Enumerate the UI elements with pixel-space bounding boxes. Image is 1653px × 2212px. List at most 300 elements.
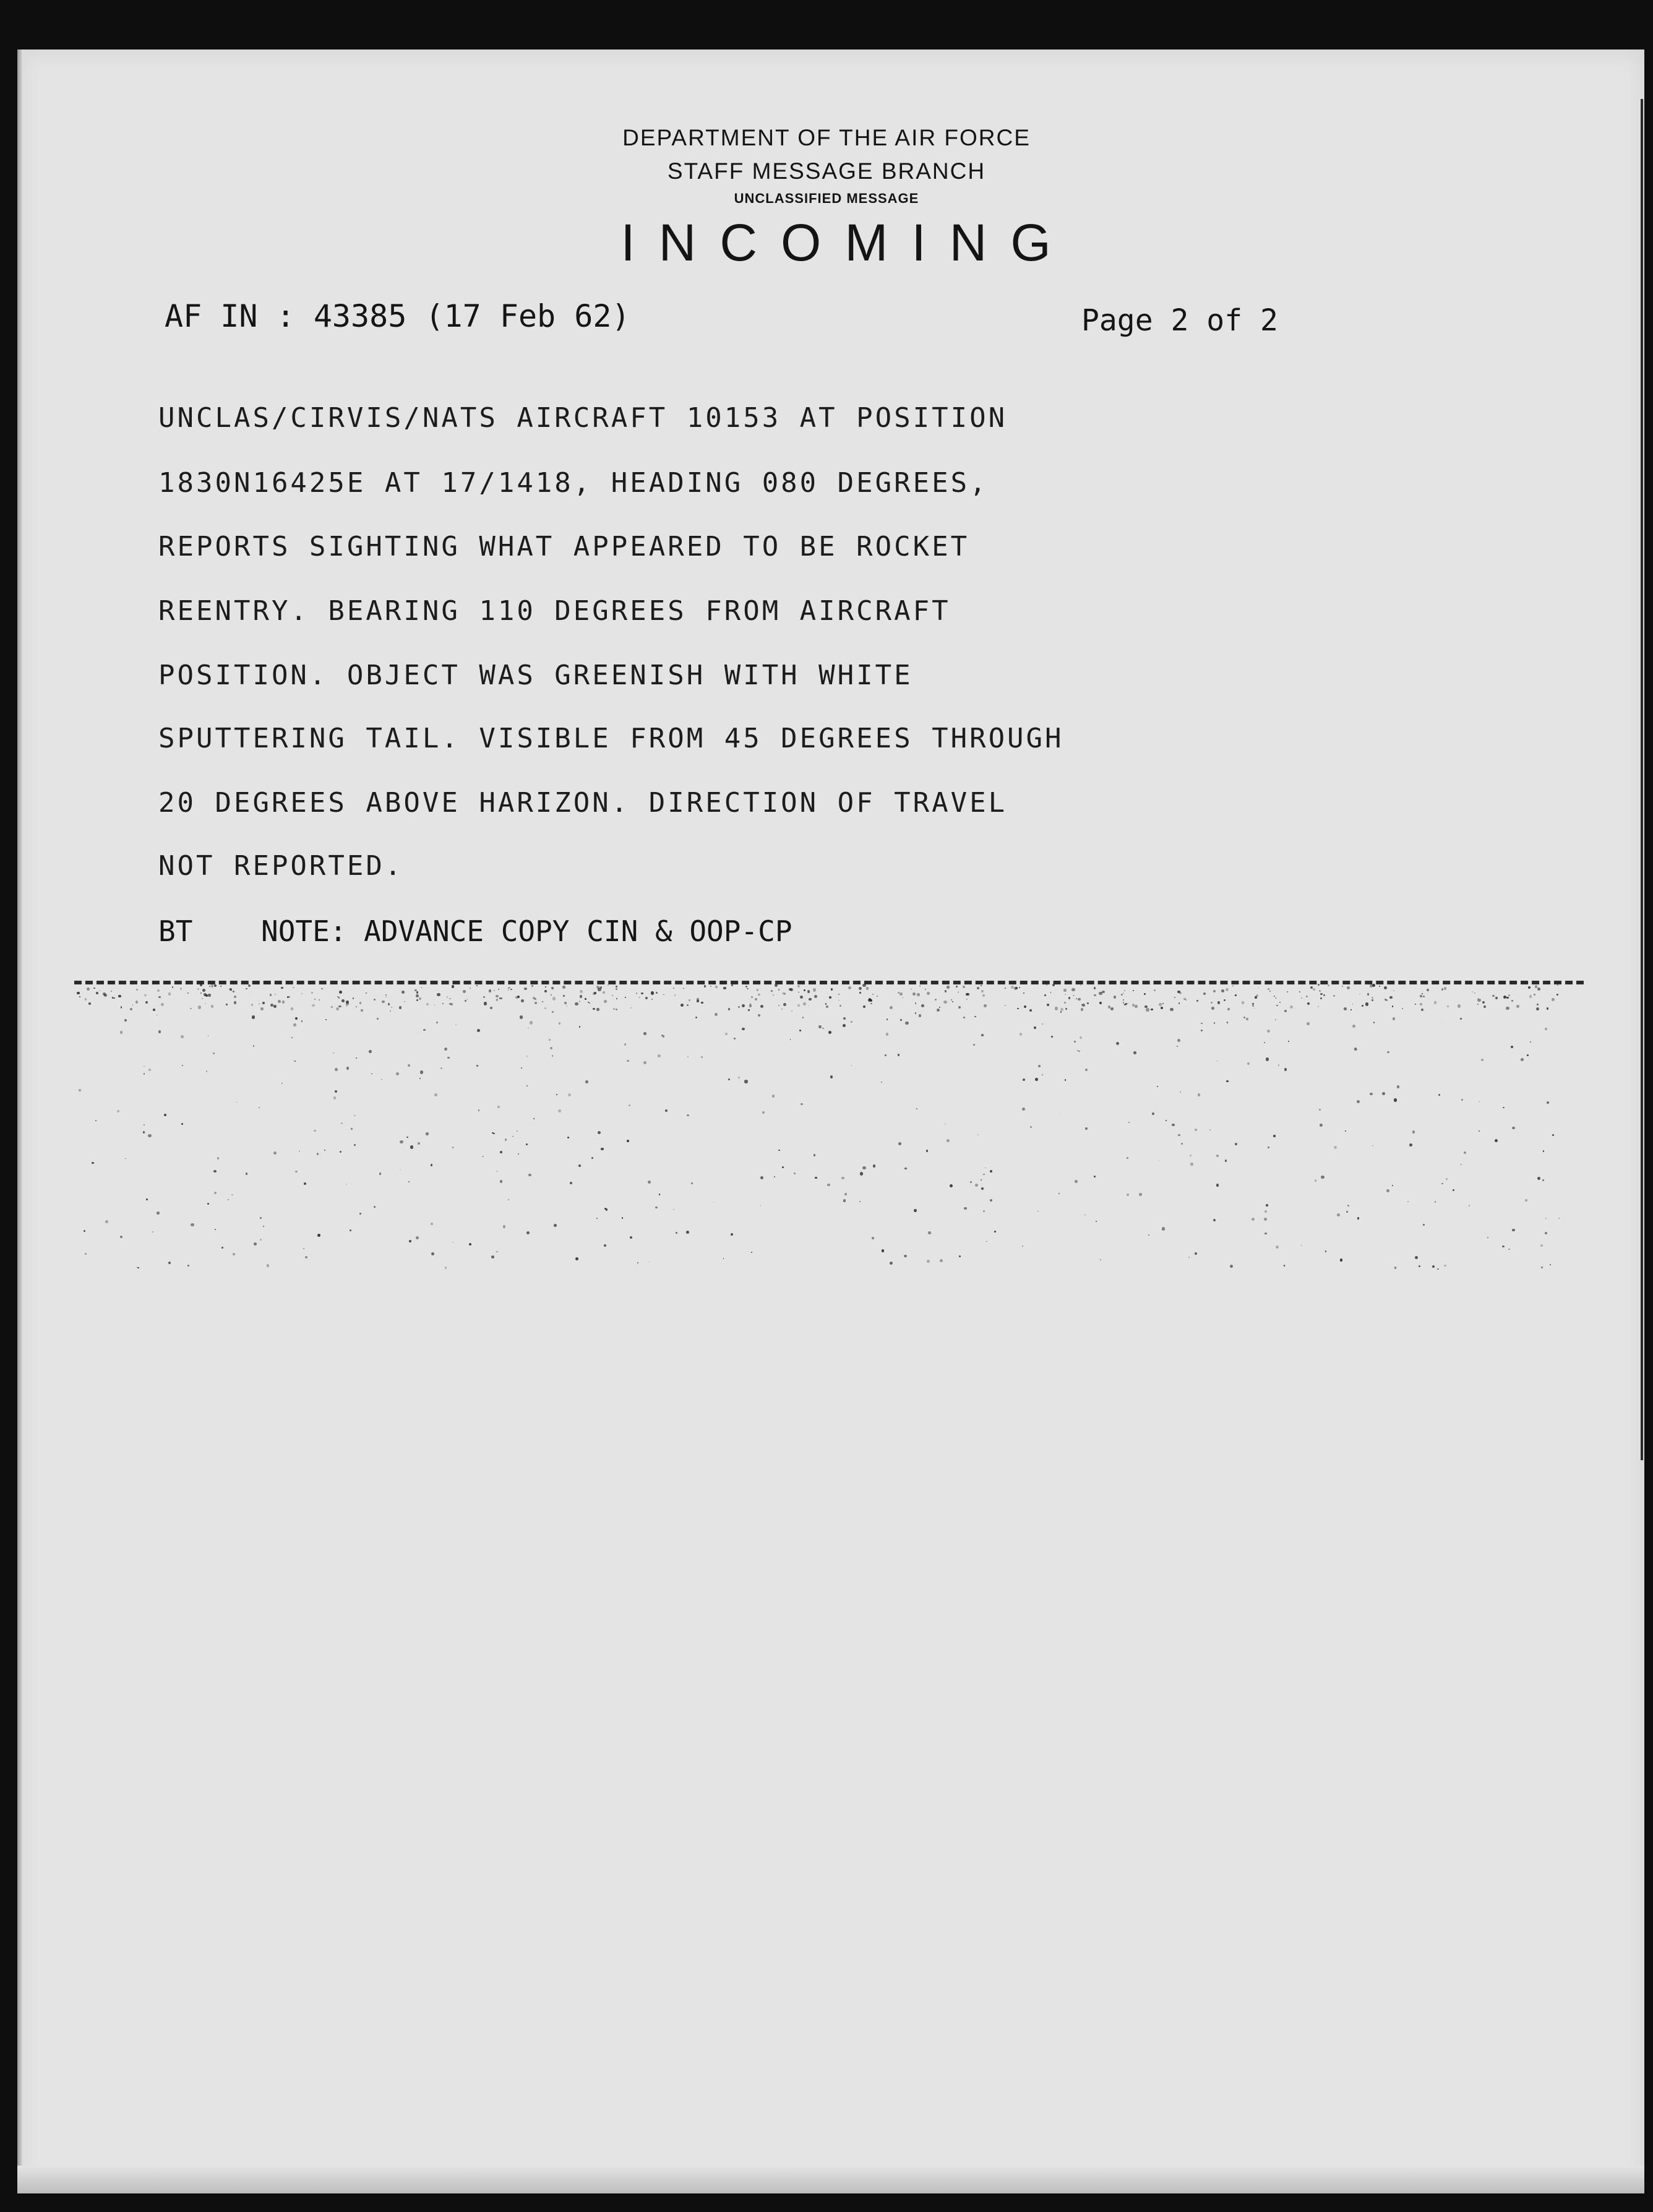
noise-speck	[797, 985, 800, 988]
noise-speck	[838, 1000, 839, 1001]
noise-speck	[651, 991, 654, 994]
noise-speck	[1023, 1078, 1025, 1081]
noise-speck	[440, 1067, 442, 1069]
noise-speck	[518, 1153, 519, 1155]
noise-speck	[526, 1143, 528, 1145]
noise-speck	[270, 1004, 273, 1007]
noise-speck	[950, 1184, 953, 1187]
noise-speck	[686, 1231, 689, 1234]
noise-speck	[1042, 1074, 1043, 1075]
noise-speck	[1350, 1009, 1352, 1010]
noise-speck	[1365, 1002, 1368, 1005]
noise-speck	[319, 999, 320, 1001]
noise-speck	[775, 984, 778, 987]
noise-speck	[1420, 995, 1422, 997]
noise-speck	[152, 1231, 153, 1233]
noise-speck	[1213, 990, 1216, 992]
noise-speck	[927, 1260, 930, 1263]
noise-speck	[1354, 1048, 1357, 1051]
noise-speck	[200, 984, 202, 986]
noise-speck	[491, 1255, 494, 1259]
noise-speck	[535, 1002, 537, 1004]
noise-speck	[208, 1035, 209, 1036]
noise-speck	[1534, 994, 1535, 996]
noise-speck	[841, 1177, 844, 1179]
noise-speck	[580, 995, 582, 997]
noise-speck	[1209, 1129, 1211, 1130]
noise-speck	[509, 987, 510, 988]
noise-speck	[121, 1006, 122, 1007]
noise-speck	[361, 1009, 363, 1012]
noise-speck	[643, 1061, 646, 1064]
noise-speck	[291, 1007, 294, 1010]
noise-speck	[973, 1044, 975, 1046]
noise-speck	[986, 1241, 987, 1242]
noise-speck	[111, 991, 112, 992]
noise-speck	[478, 1109, 479, 1111]
noise-speck	[416, 1236, 419, 1239]
noise-speck	[1174, 997, 1175, 998]
noise-speck	[725, 1033, 728, 1035]
noise-speck	[374, 999, 376, 1001]
noise-speck	[564, 1002, 567, 1004]
noise-speck	[981, 1179, 982, 1181]
noise-speck	[207, 1203, 210, 1205]
message-line: REENTRY. BEARING 110 DEGREES FROM AIRCRAFT	[158, 595, 951, 627]
noise-speck	[1230, 1265, 1233, 1268]
noise-speck	[1460, 1018, 1462, 1020]
noise-speck	[659, 1194, 661, 1195]
noise-speck	[434, 1005, 436, 1006]
noise-speck	[1299, 991, 1300, 992]
noise-speck	[436, 1022, 438, 1023]
noise-speck	[391, 1007, 393, 1009]
noise-speck	[1306, 996, 1308, 997]
noise-speck	[229, 989, 230, 990]
noise-speck	[1211, 1007, 1214, 1010]
noise-speck	[593, 992, 595, 995]
noise-speck	[1511, 1000, 1513, 1002]
noise-speck	[1159, 1160, 1160, 1161]
noise-speck	[1078, 1051, 1080, 1052]
noise-speck	[1340, 1259, 1343, 1262]
noise-speck	[354, 1115, 355, 1116]
noise-speck	[301, 1020, 303, 1022]
noise-speck	[1479, 1101, 1480, 1103]
noise-speck	[181, 1123, 183, 1125]
noise-speck	[556, 1094, 557, 1095]
noise-speck	[1318, 984, 1320, 986]
noise-speck	[1276, 1005, 1277, 1006]
noise-speck	[630, 1007, 632, 1009]
noise-speck	[452, 985, 455, 988]
noise-speck	[452, 1147, 453, 1148]
noise-speck	[157, 1211, 159, 1214]
noise-speck	[1352, 1004, 1354, 1005]
noise-speck	[778, 989, 779, 990]
noise-speck	[1359, 994, 1360, 995]
noise-speck	[236, 1102, 238, 1103]
noise-speck	[1525, 1199, 1527, 1202]
noise-speck	[674, 994, 676, 996]
noise-speck	[1301, 1245, 1302, 1246]
noise-speck	[144, 1066, 145, 1067]
noise-speck	[164, 1114, 166, 1116]
noise-speck	[728, 1008, 731, 1010]
noise-speck	[914, 1209, 917, 1212]
noise-speck	[1318, 1006, 1319, 1007]
noise-speck	[497, 1106, 500, 1108]
noise-speck	[945, 990, 947, 992]
noise-speck	[1447, 1005, 1449, 1007]
noise-speck	[873, 1164, 875, 1167]
noise-speck	[738, 1006, 740, 1008]
noise-speck	[374, 1206, 376, 1208]
noise-speck	[431, 1164, 432, 1166]
noise-speck	[382, 1001, 385, 1004]
noise-speck	[233, 1253, 235, 1255]
noise-speck	[701, 1002, 703, 1004]
noise-speck	[809, 1005, 810, 1007]
noise-speck	[904, 1168, 906, 1169]
noise-speck	[263, 1226, 264, 1227]
noise-speck	[333, 1096, 337, 1100]
noise-speck	[813, 988, 816, 991]
noise-speck	[1409, 1143, 1412, 1147]
noise-speck	[818, 1025, 822, 1028]
noise-speck	[1127, 1194, 1129, 1196]
noise-speck	[346, 1005, 347, 1007]
af-in-reference: AF IN : 43385 (17 Feb 62)	[165, 298, 630, 334]
noise-speck	[449, 998, 450, 999]
noise-speck	[1022, 1108, 1025, 1111]
noise-speck	[687, 1114, 689, 1117]
noise-speck	[253, 1045, 254, 1046]
noise-speck	[1264, 1210, 1267, 1213]
noise-speck	[1179, 992, 1182, 994]
noise-speck	[1347, 986, 1350, 989]
noise-speck	[1384, 986, 1387, 989]
noise-speck	[1453, 1189, 1454, 1191]
noise-speck	[1235, 994, 1237, 996]
noise-speck	[1269, 991, 1271, 992]
noise-speck	[1435, 1201, 1436, 1203]
noise-speck	[1372, 1145, 1373, 1147]
noise-speck	[1352, 1025, 1355, 1028]
noise-speck	[1195, 1252, 1197, 1255]
noise-speck	[616, 998, 617, 999]
noise-speck	[970, 1181, 972, 1183]
noise-speck	[911, 989, 912, 990]
noise-speck	[1125, 1003, 1127, 1004]
noise-speck	[1022, 1246, 1023, 1247]
noise-speck	[1420, 1003, 1422, 1005]
noise-speck	[1472, 991, 1473, 992]
noise-speck	[426, 1003, 429, 1005]
noise-speck	[1100, 1259, 1101, 1260]
noise-speck	[489, 989, 491, 992]
noise-speck	[248, 984, 251, 987]
noise-speck	[200, 992, 202, 994]
noise-speck	[902, 997, 903, 999]
noise-speck	[956, 986, 958, 988]
noise-speck	[1148, 1234, 1149, 1236]
noise-speck	[1477, 1004, 1479, 1005]
noise-speck	[157, 989, 160, 992]
noise-speck	[1264, 1233, 1267, 1235]
noise-speck	[747, 988, 748, 989]
noise-speck	[981, 1034, 984, 1036]
noise-speck	[1085, 1069, 1088, 1071]
noise-speck	[749, 1004, 752, 1007]
noise-speck	[1284, 1265, 1286, 1267]
noise-speck	[137, 1267, 139, 1269]
noise-speck	[1133, 990, 1134, 991]
noise-speck	[341, 1122, 343, 1124]
noise-speck	[1044, 994, 1047, 997]
noise-speck	[190, 1008, 192, 1010]
noise-speck	[1333, 995, 1335, 997]
noise-speck	[1128, 1122, 1130, 1123]
noise-speck	[1178, 1134, 1180, 1137]
message-line: 1830N16425E AT 17/1418, HEADING 080 DEGREES,	[158, 467, 989, 499]
noise-speck	[1059, 1113, 1060, 1114]
noise-speck	[500, 1151, 502, 1153]
noise-speck	[760, 1005, 763, 1008]
noise-speck	[827, 993, 828, 994]
noise-speck	[1258, 988, 1260, 989]
noise-speck	[568, 1093, 571, 1096]
noise-speck	[809, 998, 811, 1001]
department-heading: DEPARTMENT OF THE AIR FORCE	[622, 125, 1031, 150]
noise-speck	[1060, 1008, 1063, 1011]
noise-speck	[1080, 1036, 1083, 1039]
noise-speck	[676, 1232, 677, 1233]
noise-speck	[95, 1120, 97, 1121]
noise-speck	[281, 1083, 283, 1084]
noise-speck	[1516, 1005, 1519, 1008]
noise-speck	[324, 1150, 325, 1151]
noise-speck	[84, 1230, 85, 1232]
noise-speck	[958, 991, 959, 992]
noise-speck	[1357, 1217, 1360, 1220]
noise-speck	[88, 1002, 91, 1005]
noise-speck	[465, 1000, 466, 1002]
noise-speck	[921, 1004, 924, 1007]
noise-speck	[335, 1068, 338, 1071]
noise-speck	[789, 988, 791, 991]
noise-speck	[636, 992, 638, 994]
noise-speck	[828, 1031, 831, 1034]
noise-speck	[521, 1067, 522, 1069]
noise-speck	[1310, 986, 1313, 989]
noise-speck	[444, 1048, 447, 1051]
noise-speck	[598, 1131, 601, 1134]
noise-speck	[866, 987, 869, 989]
noise-speck	[899, 992, 903, 996]
noise-speck	[172, 986, 174, 988]
noise-speck	[575, 1257, 578, 1260]
noise-speck	[143, 1131, 145, 1133]
noise-speck	[1094, 994, 1096, 997]
noise-speck	[1512, 1127, 1515, 1130]
noise-speck	[872, 994, 874, 995]
branch-heading: STAFF MESSAGE BRANCH	[667, 158, 986, 184]
noise-speck	[1188, 1257, 1190, 1258]
noise-speck	[452, 1242, 453, 1243]
noise-speck	[559, 1022, 560, 1024]
noise-speck	[197, 988, 199, 990]
noise-speck	[168, 1262, 171, 1264]
noise-speck	[213, 1052, 214, 1054]
noise-speck	[1068, 997, 1071, 999]
noise-speck	[1087, 1002, 1089, 1004]
noise-speck	[346, 1184, 347, 1185]
noise-speck	[958, 1006, 961, 1009]
noise-speck	[1268, 988, 1269, 990]
noise-speck	[377, 1018, 379, 1020]
noise-speck	[202, 989, 205, 992]
noise-speck	[983, 1210, 985, 1213]
noise-speck	[1005, 1005, 1006, 1006]
noise-speck	[1547, 1007, 1549, 1010]
noise-speck	[1537, 1004, 1538, 1005]
noise-speck	[421, 987, 423, 988]
noise-speck	[1217, 1061, 1218, 1062]
noise-speck	[1264, 1042, 1265, 1043]
noise-speck	[1246, 1018, 1248, 1020]
noise-speck	[625, 997, 626, 998]
noise-speck	[691, 1182, 693, 1184]
noise-speck	[385, 996, 387, 997]
noise-speck	[681, 1004, 684, 1007]
noise-speck	[551, 987, 554, 989]
noise-speck	[782, 1166, 784, 1168]
message-line: NOT REPORTED.	[158, 850, 404, 882]
noise-speck	[552, 997, 556, 1000]
noise-speck	[1085, 1127, 1088, 1130]
noise-speck	[275, 994, 276, 995]
noise-speck	[1114, 996, 1117, 999]
noise-speck	[1392, 1185, 1393, 1186]
noise-speck	[1389, 996, 1392, 999]
noise-speck	[1392, 1005, 1393, 1007]
noise-speck	[1301, 997, 1302, 999]
footer-note-row	[158, 914, 792, 948]
noise-speck	[648, 1181, 651, 1184]
noise-speck	[351, 1128, 353, 1130]
noise-speck	[1373, 1022, 1375, 1023]
noise-speck	[340, 1005, 341, 1007]
noise-speck	[1065, 1079, 1066, 1080]
noise-speck	[683, 988, 684, 989]
noise-speck	[1226, 988, 1229, 991]
noise-speck	[379, 1173, 381, 1174]
noise-speck	[396, 1072, 399, 1075]
noise-speck	[408, 1181, 410, 1182]
noise-speck	[1266, 1204, 1268, 1207]
noise-speck	[575, 1002, 578, 1005]
noise-speck	[233, 991, 234, 992]
noise-speck	[663, 1035, 664, 1037]
noise-speck	[1386, 999, 1388, 1001]
noise-speck	[282, 1001, 285, 1003]
noise-speck	[168, 992, 171, 996]
noise-speck	[830, 1075, 833, 1078]
noise-speck	[455, 1025, 457, 1026]
noise-speck	[1071, 988, 1075, 991]
noise-speck	[1152, 1112, 1154, 1115]
noise-speck	[1492, 995, 1494, 997]
noise-speck	[1437, 1268, 1438, 1270]
noise-speck	[490, 1007, 492, 1009]
noise-speck	[181, 1035, 184, 1038]
noise-speck	[1547, 1101, 1549, 1104]
noise-speck	[723, 987, 726, 990]
noise-speck	[585, 998, 586, 1000]
noise-speck	[945, 1124, 946, 1125]
classification-label: UNCLASSIFIED MESSAGE	[734, 191, 919, 206]
noise-speck	[622, 1217, 623, 1218]
noise-speck	[445, 1267, 447, 1269]
noise-speck	[1213, 1219, 1216, 1222]
noise-speck	[1024, 1005, 1027, 1009]
noise-speck	[1487, 1237, 1488, 1238]
noise-speck	[751, 1252, 752, 1253]
noise-speck	[804, 989, 805, 991]
noise-speck	[366, 992, 367, 994]
noise-speck	[881, 1082, 882, 1083]
noise-speck	[1372, 984, 1375, 987]
noise-speck	[1387, 1051, 1389, 1054]
noise-speck	[863, 1005, 865, 1008]
noise-speck	[638, 997, 640, 998]
noise-speck	[161, 1003, 164, 1006]
noise-speck	[1482, 1001, 1485, 1004]
noise-speck	[641, 992, 643, 995]
noise-speck	[231, 1194, 233, 1195]
noise-speck	[410, 1145, 413, 1148]
noise-speck	[130, 1008, 132, 1010]
noise-speck	[964, 1207, 967, 1210]
noise-speck	[400, 1169, 401, 1171]
noise-speck	[1157, 1086, 1158, 1087]
noise-speck	[254, 1242, 257, 1246]
noise-speck	[778, 1005, 779, 1006]
noise-speck	[1063, 989, 1066, 991]
noise-speck	[1367, 993, 1370, 996]
noise-speck	[132, 1004, 134, 1005]
page-right-edge	[1641, 99, 1643, 1460]
noise-speck	[580, 990, 583, 993]
noise-speck	[1543, 1150, 1544, 1151]
noise-speck	[1084, 1215, 1086, 1216]
noise-speck	[596, 1218, 598, 1219]
noise-speck	[416, 1032, 417, 1033]
noise-speck	[1038, 1065, 1041, 1067]
noise-speck	[260, 1239, 262, 1241]
noise-speck	[262, 1002, 265, 1004]
noise-speck	[500, 1180, 502, 1182]
noise-speck	[260, 1217, 262, 1219]
noise-speck	[1483, 1005, 1486, 1008]
noise-speck	[1266, 1057, 1269, 1061]
message-line: 20 DEGREES ABOVE HARIZON. DIRECTION OF TRAVEL	[158, 787, 1008, 819]
noise-speck	[778, 1150, 780, 1151]
noise-speck	[1508, 994, 1511, 997]
noise-speck	[1094, 1176, 1096, 1177]
noise-speck	[826, 1005, 828, 1008]
